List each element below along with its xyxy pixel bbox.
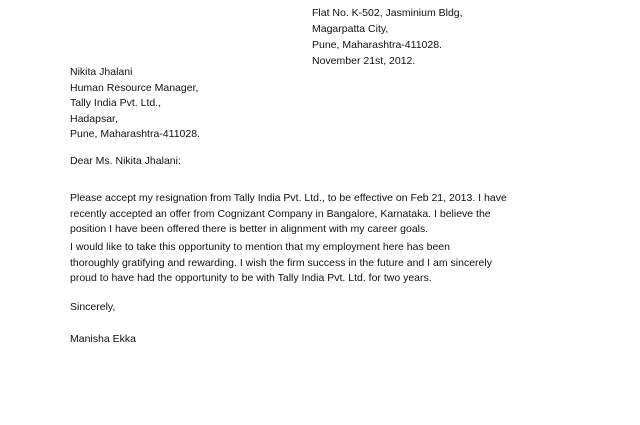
signature-name: Manisha Ekka [70,333,136,345]
sender-address-line: Magarpatta City, [312,23,389,35]
body-paragraph-2 [70,240,492,287]
recipient-address-line: Hadapsar, [70,112,118,125]
paragraph-line: thoroughly gratifying and rewarding. I wish the firm success in the future and I am sincerely [70,256,492,269]
recipient-address-line: Pune, Maharashtra-411028. [70,128,200,141]
closing [70,300,115,316]
paragraph-line: position I have been offered there is better in alignment with my career goals. [70,223,429,235]
recipient-title: Human Resource Manager, [70,81,199,94]
recipient-company: Tally India Pvt. Ltd., [70,97,162,110]
paragraph-line: proud to have had the opportunity to be with Tally India Pvt. Ltd. for two years. [70,272,432,284]
paragraph-line: recently accepted an offer from Cognizant Company in Bangalore, Karnataka. I believe the [70,207,491,220]
paragraph-line: Please accept my resignation from Tally India Pvt. Ltd., to be effective on Feb 21, 2013. I have [70,192,507,204]
closing-text: Sincerely, [70,301,116,313]
sender-address-line: Pune, Maharashtra-411028. [312,39,442,51]
signature [70,332,136,348]
paragraph-line: I would like to take this opportunity to mention that my employment here has been [70,241,450,253]
sender-address-line: Flat No. K-502, Jasminium Bldg, [312,7,463,19]
letter-date: November 21st, 2012. [312,55,416,67]
body-paragraph-1 [70,191,507,238]
salutation-text: Dear Ms. Nikita Jhalani: [70,155,181,167]
salutation [70,154,181,170]
recipient-name: Nikita Jhalani [70,66,133,78]
sender-address [312,5,463,69]
recipient-address [70,65,200,143]
